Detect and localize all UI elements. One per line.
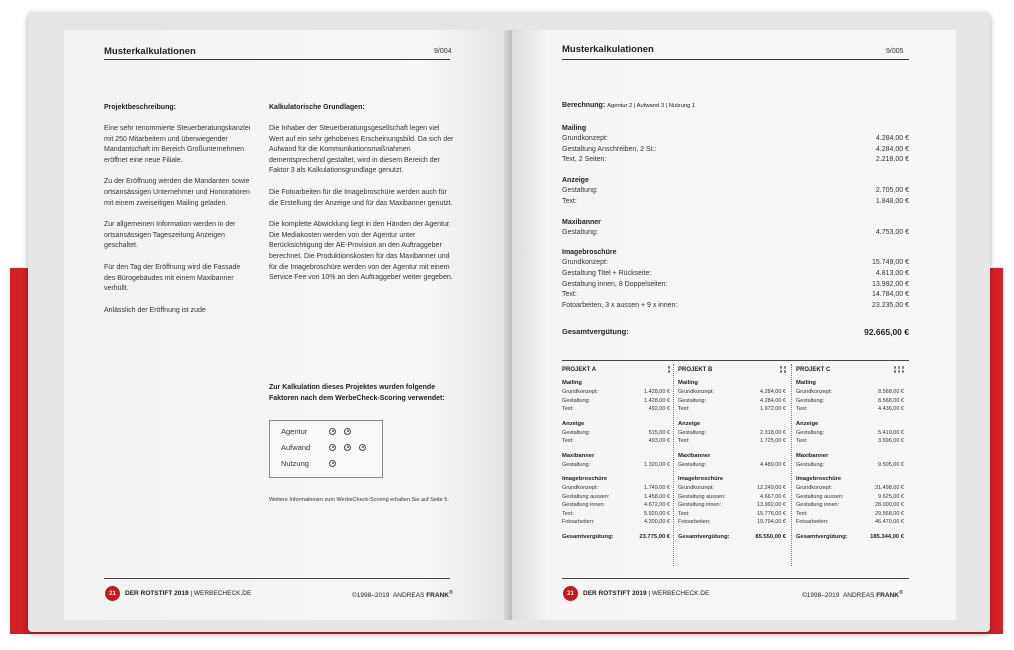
- project-total: [678, 534, 786, 540]
- project-row-value: 1.749,00 €: [644, 485, 670, 491]
- project-row-label: Grundkonzept:: [562, 485, 599, 491]
- project-row: [796, 437, 904, 446]
- scoring-dot-icon: [359, 444, 366, 451]
- scoring-heading: Zur Kalkulation dieses Projektes wurden folgende Faktoren nach dem WerbeCheck-Scoring verwendet:: [269, 384, 445, 402]
- project-row: [562, 484, 670, 493]
- project-row: [796, 405, 904, 414]
- project-total: [562, 534, 670, 540]
- berechnung-label: Berechnung:: [562, 102, 606, 109]
- project-row-value: 4.489,00 €: [760, 461, 786, 468]
- calc-label: Grundkonzept:: [562, 259, 608, 267]
- project-row-label: Text:: [562, 438, 574, 444]
- project-row-label: Grundkonzept:: [678, 485, 715, 491]
- project-row-value: 1.428,00 €: [644, 389, 670, 395]
- calc-value: 4.813,00 €: [875, 269, 909, 277]
- copyright-years: ©1998–2019: [352, 592, 390, 600]
- project-row-value: 492,00 €: [648, 406, 670, 412]
- project-row: [562, 461, 670, 470]
- project-row-label: Gestaltung:: [562, 461, 591, 468]
- project-column-b: [678, 366, 786, 540]
- footer-rule: [562, 578, 909, 579]
- project-row-label: Gestaltung aussen:: [796, 493, 844, 500]
- score-dot-icon: [780, 366, 783, 369]
- project-row-value: 3.696,00 €: [878, 438, 904, 444]
- project-row: [796, 397, 904, 406]
- project-total-value: 85.550,00 €: [755, 533, 786, 540]
- scoring-note: Weitere Informationen zum WerbeCheck-Scoring erhalten Sie auf Seite 5.: [269, 497, 449, 503]
- project-row-value: 493,00 €: [648, 438, 670, 444]
- calc-value: 23.235,00 €: [872, 302, 909, 310]
- berechnung-detail: Agentur 2 | Aufwand 3 | Nutzung 1: [607, 103, 696, 109]
- score-dots-icon: [894, 366, 905, 373]
- footer-copyright: [352, 590, 453, 599]
- scoring-label: Aufwand: [281, 442, 311, 452]
- calc-label: Gestaltung Titel + Rückseite:: [562, 269, 652, 277]
- author-last: FRANK: [426, 592, 449, 600]
- scoring-dot-icon: [329, 444, 336, 451]
- project-row-label: Text:: [562, 510, 574, 517]
- grundlagen-column: [269, 104, 455, 295]
- calc-label: Gestaltung innen, 8 Doppelseiten:: [562, 280, 668, 288]
- score-dot-icon: [668, 366, 671, 369]
- calc-row: [562, 145, 909, 156]
- calc-label: Text:: [562, 197, 577, 205]
- project-section-title: Anzeige: [678, 420, 701, 427]
- project-row-value: 9.625,00 €: [878, 493, 904, 500]
- project-row-value: 29.568,00 €: [874, 510, 904, 517]
- left-page: [64, 30, 514, 620]
- calc-value: 4.284,00 €: [875, 145, 909, 153]
- project-row: [562, 493, 670, 502]
- calc-value: 14.784,00 €: [872, 291, 909, 299]
- calc-label: Fotoarbeiten, 3 x aussen + 9 x innen:: [562, 302, 678, 310]
- calc-value: 1.848,00 €: [875, 197, 909, 205]
- berechnung-line: [562, 102, 695, 109]
- total-row: [562, 327, 909, 337]
- footer-brand-bold: DER ROTSTIFT 2019: [583, 590, 647, 597]
- calc-row: [562, 290, 909, 301]
- project-total-value: 23.775,00 €: [639, 533, 670, 540]
- scoring-row-agentur: [281, 423, 382, 439]
- project-row-label: Text:: [678, 438, 690, 444]
- grundlagen-heading: Kalkulatorische Grundlagen:: [269, 104, 365, 111]
- page-number: 9/004: [434, 48, 452, 55]
- project-row-label: Fotoarbeiten:: [562, 519, 595, 525]
- scoring-dot-icon: [329, 428, 336, 435]
- project-row: [796, 501, 904, 510]
- score-dot-icon: [902, 366, 905, 369]
- project-row-label: Gestaltung innen:: [796, 502, 840, 508]
- project-row-value: 13.992,00 €: [756, 502, 786, 508]
- project-row-label: Text:: [678, 510, 690, 517]
- calc-row: [562, 197, 909, 208]
- projekt-paragraph: Für den Tag der Eröffnung wird die Fassade des Bürogebäudes mit einem Maxibanner verhüllt.: [104, 263, 241, 293]
- project-section-title: Maxibanner: [796, 452, 829, 459]
- footer-rule: [104, 578, 450, 579]
- calc-row: [562, 301, 909, 312]
- registered-mark: ®: [898, 590, 903, 596]
- section-title: Mailing: [562, 125, 587, 132]
- grundlagen-paragraph: Die komplette Abwicklung liegt in den Händen der Agentur. Die Mediakosten werden von der Agentur unter Berücksichtigung der AE-Provision an den Auftraggeber berechnet. Die Produktionskosten für das Maxibanner und für die Imagebroschüre werden von der Agentur mit einem Service Fee von 10% an den Auftraggeber weiter gegeben.: [269, 221, 453, 282]
- scoring-dot-icon: [344, 428, 351, 435]
- footer-brand: [583, 590, 709, 597]
- author-first: ANDREAS: [842, 592, 877, 600]
- project-row-value: 9.505,00 €: [878, 461, 904, 468]
- project-row: [678, 518, 786, 527]
- scoring-label: Nutzung: [281, 458, 309, 468]
- project-row-value: 19.794,00 €: [756, 519, 786, 525]
- project-row-label: Gestaltung:: [796, 397, 825, 404]
- scoring-dot-icon: [344, 444, 351, 451]
- calc-label: Gestaltung:: [562, 228, 598, 236]
- scoring-dot-icon: [329, 460, 336, 467]
- project-row-label: Gestaltung:: [796, 461, 825, 468]
- right-page: [512, 30, 956, 620]
- project-row-value: 1.725,00 €: [760, 438, 786, 444]
- project-row-label: Gestaltung aussen:: [562, 493, 610, 500]
- project-section-title: Maxibanner: [678, 452, 711, 459]
- project-row: [562, 518, 670, 527]
- project-row-label: Grundkonzept:: [562, 389, 599, 395]
- project-column-a: [562, 366, 670, 540]
- project-row: [796, 518, 904, 527]
- calc-row: [562, 269, 909, 280]
- project-row: [678, 510, 786, 519]
- calculation-list: [562, 114, 909, 312]
- project-row-label: Text:: [562, 406, 574, 412]
- calc-label: Text:: [562, 291, 577, 299]
- project-row-label: Text:: [796, 438, 808, 444]
- project-row-label: Gestaltung innen:: [562, 502, 606, 508]
- calc-row: [562, 155, 909, 166]
- scoring-row-nutzung: [281, 455, 382, 471]
- project-row-value: 46.470,00 €: [874, 519, 904, 525]
- project-row-label: Fotoarbeiten:: [678, 519, 711, 525]
- project-row-value: 2.318,00 €: [760, 429, 786, 436]
- project-row: [678, 493, 786, 502]
- project-row: [678, 405, 786, 414]
- calc-label: Grundkonzept:: [562, 135, 608, 142]
- project-column-c: [796, 366, 904, 540]
- page-number: 9/005: [886, 48, 904, 55]
- project-row-value: 4.672,00 €: [644, 502, 670, 508]
- page-title: Musterkalkulationen: [104, 46, 196, 57]
- project-total: [796, 534, 904, 540]
- section-title: Imagebroschüre: [562, 249, 617, 257]
- footer-brand: [125, 590, 251, 597]
- project-row: [562, 501, 670, 510]
- author-first: ANDREAS: [392, 592, 427, 600]
- projekt-column: [104, 104, 252, 327]
- score-dot-icon: [898, 366, 901, 369]
- calc-row: [562, 186, 909, 197]
- footer-copyright: [802, 590, 903, 599]
- project-name: PROJEKT C: [796, 367, 831, 373]
- grundlagen-paragraph: Die Fotoarbeiten für die Imagebroschüre werden auch für die Erstellung der Anzeige und für das Maxibanner genutzt.: [269, 188, 453, 207]
- project-section-title: Imagebroschüre: [678, 476, 724, 482]
- calc-row: [562, 280, 909, 291]
- project-row-label: Text:: [796, 510, 808, 517]
- scoring-label: Agentur: [281, 426, 308, 436]
- scoring-row-aufwand: [281, 439, 382, 455]
- project-row: [796, 493, 904, 502]
- project-total-label: Gesamtvergütung:: [678, 533, 730, 540]
- rotstift-logo-icon: 21: [563, 586, 578, 601]
- project-row-value: 1.320,00 €: [644, 461, 670, 468]
- projekt-text: [104, 124, 252, 316]
- project-row-label: Gestaltung:: [678, 429, 707, 436]
- calc-label: Text, 2 Seiten:: [562, 156, 607, 164]
- project-row-value: 12.249,00 €: [756, 485, 786, 491]
- project-row-label: Text:: [796, 406, 808, 412]
- header-rule: [562, 59, 909, 60]
- project-section-title: Mailing: [796, 380, 816, 386]
- score-dot-icon: [668, 370, 671, 373]
- project-row-label: Gestaltung aussen:: [678, 493, 726, 500]
- section-title: Maxibanner: [562, 218, 601, 226]
- project-row: [796, 461, 904, 470]
- project-row-value: 4.300,00 €: [644, 519, 670, 525]
- project-row-label: Fotoarbeiten:: [796, 519, 829, 525]
- project-row: [562, 510, 670, 519]
- total-value: 92.665,00 €: [864, 327, 909, 337]
- footer-brand-site: | WERBECHECK.DE: [188, 590, 252, 597]
- score-dot-icon: [902, 370, 905, 373]
- project-total-value: 185.344,00 €: [870, 533, 904, 540]
- project-row: [796, 484, 904, 493]
- score-dot-icon: [894, 370, 897, 373]
- project-row-value: 15.776,00 €: [756, 510, 786, 517]
- score-dots-icon: [780, 366, 787, 373]
- projekt-heading: Projektbeschreibung:: [104, 104, 176, 111]
- project-row-value: 515,00 €: [648, 429, 670, 436]
- score-dot-icon: [784, 366, 787, 369]
- project-row-label: Gestaltung:: [562, 397, 591, 404]
- project-row-value: 1.458,00 €: [644, 493, 670, 500]
- project-row: [796, 510, 904, 519]
- project-row: [678, 461, 786, 470]
- project-row-value: 4.284,00 €: [760, 397, 786, 404]
- score-dot-icon: [894, 366, 897, 369]
- project-row-value: 4.436,00 €: [878, 406, 904, 412]
- project-row: [562, 429, 670, 438]
- projekt-paragraph: Zu der Eröffnung werden die Mandanten sowie ortsansässigen Unternehmer und Honoratioren mit einem zweiseitigen Mailing geladen.: [104, 178, 250, 207]
- project-section-title: Imagebroschüre: [562, 476, 608, 482]
- project-row: [796, 388, 904, 397]
- header-rule: [104, 59, 450, 60]
- project-section-title: Anzeige: [562, 420, 585, 427]
- project-row-label: Gestaltung innen:: [678, 502, 722, 508]
- section-title: Anzeige: [562, 177, 589, 185]
- column-divider: [791, 364, 793, 566]
- calc-label: Gestaltung Anschreiben, 2 St.:: [562, 145, 657, 153]
- project-section-title: Imagebroschüre: [796, 476, 842, 482]
- project-row: [796, 429, 904, 438]
- project-row-label: Grundkonzept:: [678, 389, 715, 395]
- scoring-box: [269, 420, 383, 478]
- project-row-value: 1.972,00 €: [760, 406, 786, 412]
- project-section-title: Anzeige: [796, 420, 819, 427]
- project-section-title: Mailing: [562, 380, 582, 386]
- rotstift-logo-icon: 21: [105, 586, 120, 601]
- project-row-value: 5.920,00 €: [644, 510, 670, 517]
- project-row-value: 4.284,00 €: [760, 389, 786, 395]
- project-row-value: 8.568,00 €: [878, 389, 904, 395]
- calc-value: 4.753,00 €: [875, 228, 909, 236]
- score-dot-icon: [780, 370, 783, 373]
- project-row-value: 1.428,00 €: [644, 397, 670, 404]
- project-row: [562, 397, 670, 406]
- project-row-value: 4.667,00 €: [760, 493, 786, 500]
- project-row-value: 28.000,00 €: [874, 502, 904, 508]
- calc-row: [562, 258, 909, 269]
- project-row: [678, 501, 786, 510]
- grundlagen-text: [269, 124, 455, 284]
- project-row-label: Grundkonzept:: [796, 389, 833, 395]
- project-row-label: Text:: [678, 406, 690, 412]
- calc-label: Gestaltung:: [562, 187, 598, 195]
- copyright-years: ©1998–2019: [802, 592, 840, 600]
- projekt-paragraph: Zur allgemeinen Information werden in der ortsansässigen Tageszeitung Anzeigen geschaltet.: [104, 221, 236, 250]
- project-row: [562, 388, 670, 397]
- project-row-value: 31.498,00 €: [874, 485, 904, 491]
- grundlagen-paragraph: Die Inhaber der Steuerberatungsgesellschaft legen viel Wert auf ein sehr gehobenes Erscheinungsbild. Da sich der Aufwand für die Kommunikationsmaßnahmen dementsprechend gestaltet, wird in diesem Bereich der Faktor 3 als Kalkulationsgrundlage genutzt.: [269, 125, 454, 175]
- author-last: FRANK: [876, 592, 899, 600]
- project-row: [562, 437, 670, 446]
- project-row: [678, 484, 786, 493]
- score-dot-icon: [784, 370, 787, 373]
- project-row: [678, 429, 786, 438]
- project-row-value: 5.410,00 €: [878, 429, 904, 436]
- calc-row: [562, 134, 909, 145]
- project-section-title: Mailing: [678, 380, 698, 386]
- column-divider: [673, 364, 675, 566]
- calc-value: 15.749,00 €: [872, 259, 909, 267]
- registered-mark: ®: [448, 590, 453, 596]
- project-row: [562, 405, 670, 414]
- project-row-label: Gestaltung:: [678, 397, 707, 404]
- project-total-label: Gesamtvergütung:: [562, 533, 614, 540]
- total-label: Gesamtvergütung:: [562, 327, 629, 336]
- calc-row: [562, 228, 909, 239]
- project-row: [678, 437, 786, 446]
- project-row-value: 8.568,00 €: [878, 397, 904, 404]
- projects-rule: [562, 360, 909, 361]
- project-row-label: Gestaltung:: [796, 429, 825, 436]
- project-row-label: Gestaltung:: [562, 429, 591, 436]
- calc-value: 2.218,00 €: [875, 156, 909, 164]
- projekt-paragraph: Anlässlich der Eröffnung ist zude: [104, 306, 206, 314]
- footer-brand-site: | WERBECHECK.DE: [646, 590, 710, 597]
- calc-value: 2.705,00 €: [875, 187, 909, 195]
- score-dots-icon: [668, 366, 671, 373]
- open-book: [28, 12, 990, 632]
- project-total-label: Gesamtvergütung:: [796, 533, 848, 540]
- project-row-label: Grundkonzept:: [796, 485, 833, 491]
- project-row: [678, 388, 786, 397]
- score-dot-icon: [898, 370, 901, 373]
- projekt-paragraph: Eine sehr renommierte Steuerberatungskanzlei mit 250 Mitarbeitern und überwiegender Mandantschaft im Bereich Großunternehmen eröffnet eine neue Filiale.: [104, 125, 251, 164]
- calc-value: 13.992,00 €: [872, 280, 909, 288]
- project-name: PROJEKT B: [678, 367, 713, 373]
- page-title: Musterkalkulationen: [562, 44, 654, 55]
- project-name: PROJEKT A: [562, 367, 597, 373]
- project-row: [678, 397, 786, 406]
- project-row-label: Gestaltung:: [678, 461, 707, 468]
- project-section-title: Maxibanner: [562, 452, 595, 459]
- calc-value: 4.284,00 €: [875, 135, 909, 142]
- footer-brand-bold: DER ROTSTIFT 2019: [125, 590, 189, 597]
